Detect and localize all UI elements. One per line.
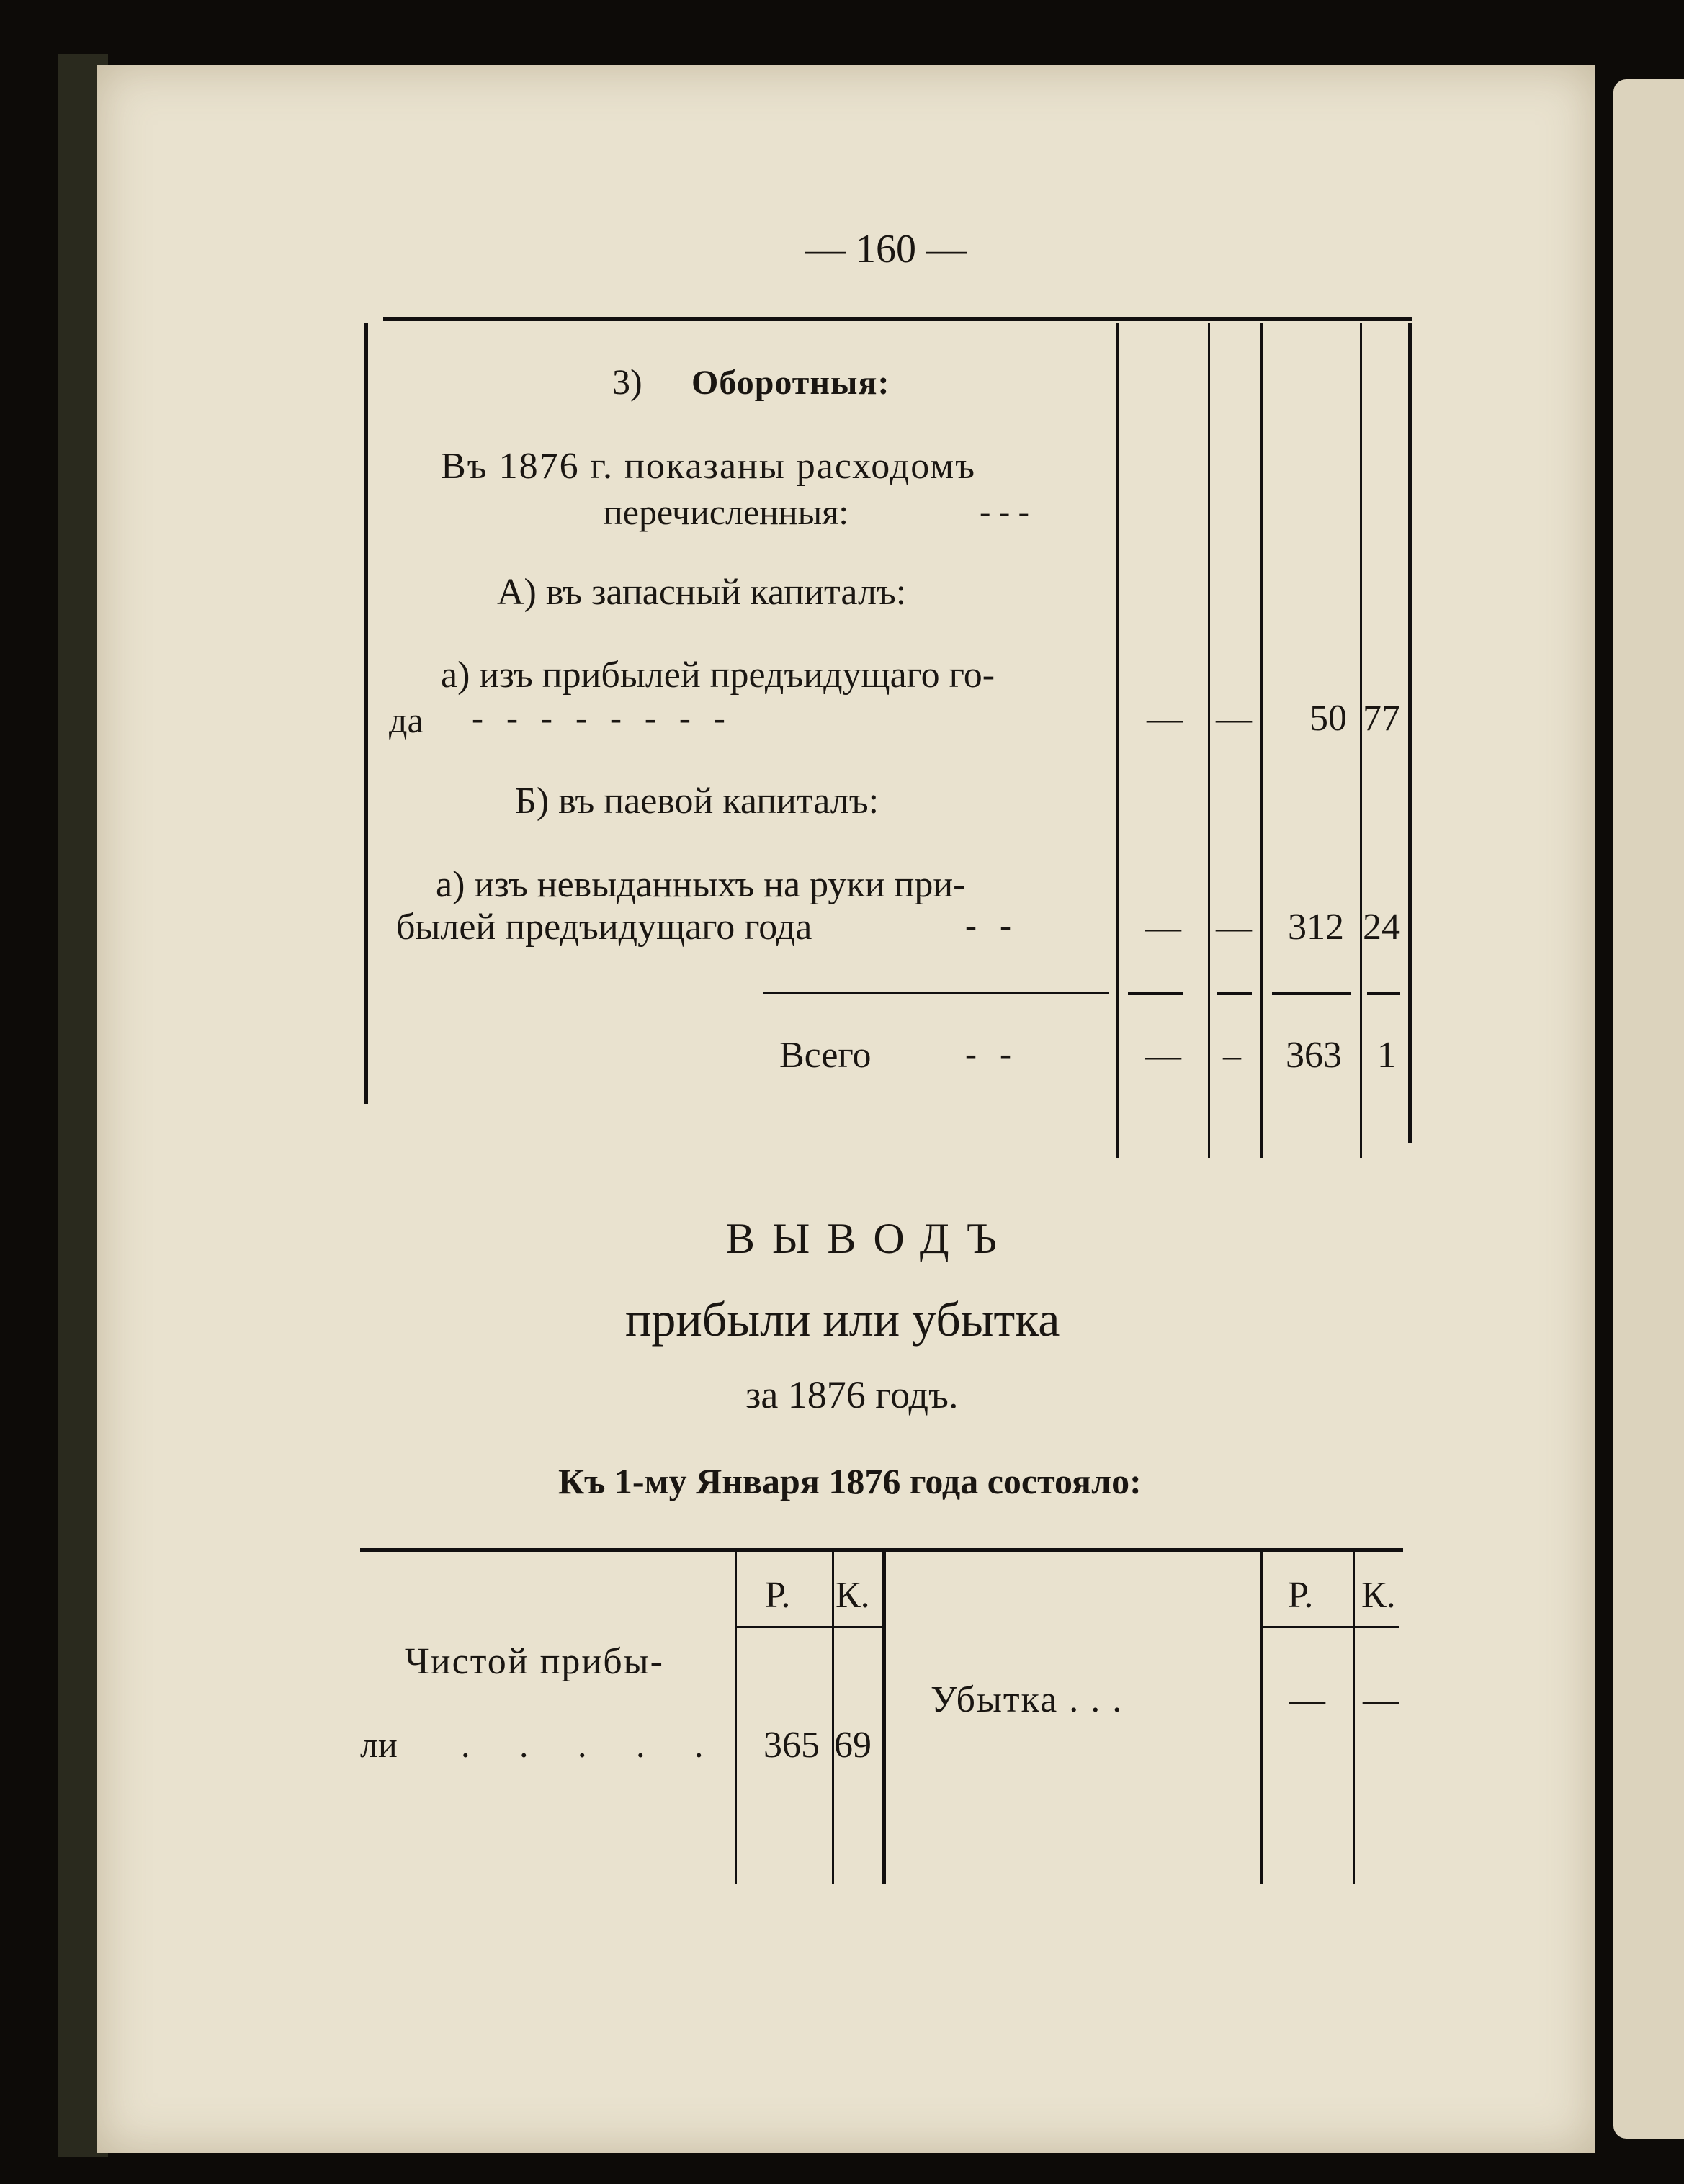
item-b-line-1: а) изъ невыданныхъ на руки при- <box>436 864 966 905</box>
item-a-kopecks: 77 <box>1363 698 1400 739</box>
intro-line-1: Въ 1876 г. показаны расходомъ <box>441 446 977 487</box>
summary-rubles-header-left: Р. <box>765 1575 791 1616</box>
total-rule-col2 <box>1217 992 1252 995</box>
profit-label-line-1: Чистой прибы- <box>405 1641 664 1682</box>
summary-col-rubles-left <box>735 1552 737 1884</box>
profit-rubles: 365 <box>763 1725 820 1766</box>
ledger-top-rule <box>383 317 1412 321</box>
conclusion-subtitle: прибыли или убытка <box>625 1292 1060 1347</box>
summary-top-rule <box>360 1548 1403 1552</box>
item-b-col2: — <box>1216 907 1252 947</box>
item-a-col2: — <box>1216 698 1252 738</box>
total-kopecks: 1 <box>1377 1035 1396 1076</box>
sub-heading-share: Б) въ паевой капиталъ: <box>515 781 879 822</box>
total-label: Всего <box>779 1035 872 1076</box>
item-a-dashes: - - - - - - - - <box>472 699 733 737</box>
total-rule-col1 <box>1128 992 1183 995</box>
ledger-col-line-3 <box>1260 323 1263 1158</box>
total-rule-col3 <box>1272 992 1351 995</box>
item-b-kopecks: 24 <box>1363 907 1400 948</box>
summary-col-rubles-right <box>1260 1552 1263 1884</box>
profit-label-line-2: ли <box>360 1725 398 1765</box>
item-a-line-2: да <box>389 700 424 740</box>
conclusion-year: за 1876 годъ. <box>745 1373 959 1416</box>
summary-kopecks-header-left: К. <box>836 1575 870 1616</box>
intro-line-2: перечисленныя: <box>604 492 849 532</box>
page-number: — 160 — <box>805 227 967 271</box>
total-rubles: 363 <box>1286 1035 1342 1076</box>
ledger-col-line-4 <box>1360 323 1362 1158</box>
item-a-line-1: а) изъ прибылей предъидущаго го- <box>441 655 995 696</box>
conclusion-title: ВЫВОДЪ <box>726 1215 1014 1262</box>
section-heading-number: 3) <box>612 361 642 402</box>
profit-kopecks: 69 <box>834 1725 872 1766</box>
item-b-col1: — <box>1145 907 1181 947</box>
total-dashes: - - <box>965 1035 1018 1073</box>
ledger-left-border <box>364 323 368 1104</box>
item-b-dashes: - - <box>965 907 1018 945</box>
summary-col-kopecks-right <box>1353 1552 1355 1884</box>
summary-rubles-header-right: Р. <box>1288 1575 1314 1616</box>
profit-leader-dots: . . . . . <box>461 1725 724 1765</box>
item-b-line-2: былей предъидущаго года <box>396 907 812 948</box>
loss-kopecks: — <box>1363 1679 1399 1720</box>
summary-header-rule-left <box>736 1626 884 1628</box>
item-b-rubles: 312 <box>1288 907 1344 948</box>
intro-dashes: - - - <box>980 493 1029 530</box>
loss-rubles: — <box>1289 1679 1325 1720</box>
summary-header-rule-right <box>1262 1626 1399 1628</box>
section-heading: Оборотныя: <box>691 364 890 402</box>
loss-label: Убытка . . . <box>931 1679 1124 1720</box>
summary-center-divider <box>882 1552 886 1884</box>
conclusion-as-of: Къ 1-му Января 1876 года состояло: <box>558 1461 1142 1501</box>
ledger-right-border <box>1408 323 1412 1143</box>
next-page-edge <box>1613 79 1684 2139</box>
summary-col-kopecks-left <box>832 1552 834 1884</box>
sub-heading-reserve: А) въ запасный капиталъ: <box>497 572 907 613</box>
total-rule <box>763 992 1109 994</box>
item-a-rubles: 50 <box>1309 698 1347 739</box>
ledger-col-line-2 <box>1208 323 1210 1158</box>
item-a-col1: — <box>1147 698 1183 738</box>
ledger-col-line-1 <box>1116 323 1119 1158</box>
total-col1: — <box>1145 1035 1181 1075</box>
total-rule-col4 <box>1367 992 1400 995</box>
total-col2: – <box>1223 1035 1241 1075</box>
summary-kopecks-header-right: К. <box>1361 1575 1396 1616</box>
